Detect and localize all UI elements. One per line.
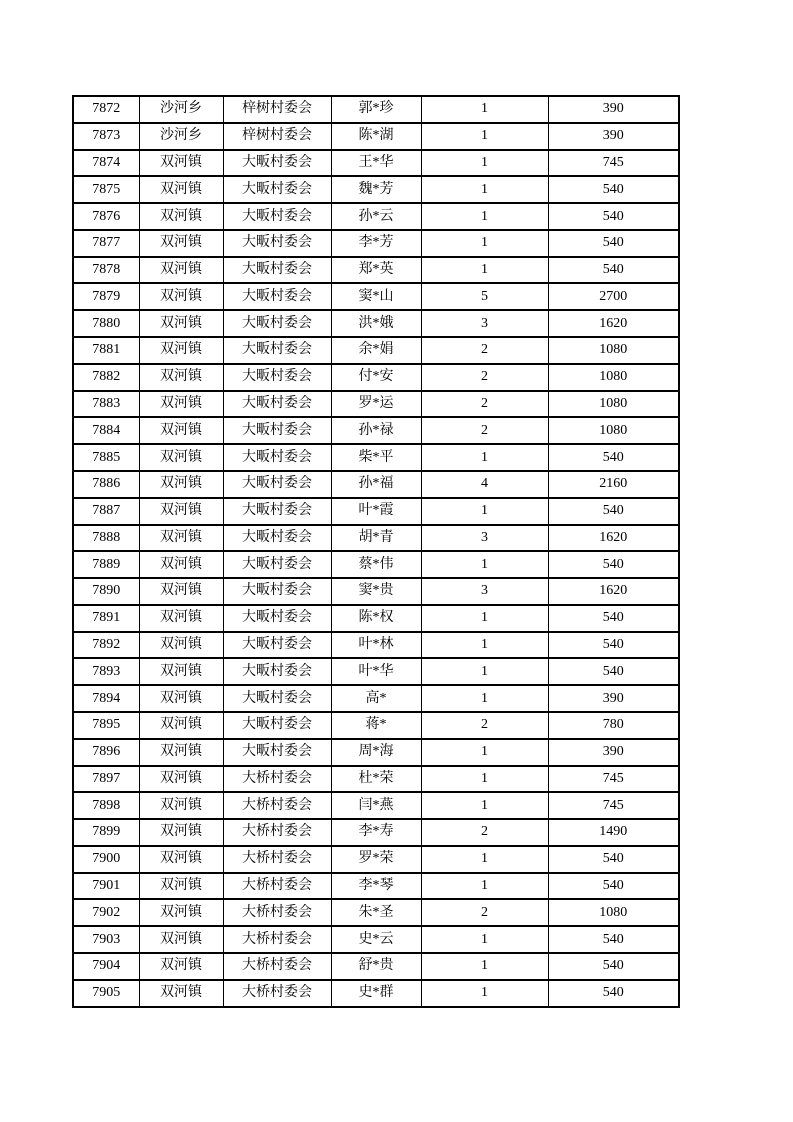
village-committee-cell: 大桥村委会 (223, 792, 331, 819)
amount-cell: 390 (548, 685, 679, 712)
person-name-cell: 叶*霞 (331, 498, 421, 525)
township-cell: 双河镇 (139, 685, 223, 712)
count-cell: 1 (421, 498, 548, 525)
amount-cell: 745 (548, 792, 679, 819)
serial-number-cell: 7887 (73, 498, 139, 525)
township-cell: 双河镇 (139, 846, 223, 873)
serial-number-cell: 7903 (73, 926, 139, 953)
table-row (73, 926, 679, 953)
amount-cell: 540 (548, 980, 679, 1007)
village-committee-cell: 梓树村委会 (223, 96, 331, 123)
person-name-cell: 窦*贵 (331, 578, 421, 605)
person-name-cell: 朱*圣 (331, 899, 421, 926)
count-cell: 2 (421, 391, 548, 418)
township-cell: 双河镇 (139, 819, 223, 846)
person-name-cell: 叶*林 (331, 632, 421, 659)
township-cell: 双河镇 (139, 578, 223, 605)
amount-cell: 2700 (548, 283, 679, 310)
table-row (73, 310, 679, 337)
table-row (73, 953, 679, 980)
village-committee-cell: 大桥村委会 (223, 980, 331, 1007)
amount-cell: 540 (548, 873, 679, 900)
village-committee-cell: 大畈村委会 (223, 391, 331, 418)
person-name-cell: 郭*珍 (331, 96, 421, 123)
person-name-cell: 柴*平 (331, 444, 421, 471)
serial-number-cell: 7898 (73, 792, 139, 819)
count-cell: 1 (421, 685, 548, 712)
township-cell: 双河镇 (139, 980, 223, 1007)
serial-number-cell: 7897 (73, 766, 139, 793)
person-name-cell: 李*芳 (331, 230, 421, 257)
serial-number-cell: 7901 (73, 873, 139, 900)
table-row (73, 685, 679, 712)
township-cell: 双河镇 (139, 766, 223, 793)
township-cell: 双河镇 (139, 632, 223, 659)
person-name-cell: 魏*芳 (331, 176, 421, 203)
township-cell: 双河镇 (139, 658, 223, 685)
amount-cell: 540 (548, 551, 679, 578)
count-cell: 1 (421, 926, 548, 953)
amount-cell: 540 (548, 203, 679, 230)
village-committee-cell: 大畈村委会 (223, 498, 331, 525)
person-name-cell: 陈*湖 (331, 123, 421, 150)
township-cell: 双河镇 (139, 364, 223, 391)
township-cell: 双河镇 (139, 230, 223, 257)
amount-cell: 1080 (548, 391, 679, 418)
count-cell: 1 (421, 766, 548, 793)
person-name-cell: 余*娟 (331, 337, 421, 364)
serial-number-cell: 7888 (73, 525, 139, 552)
table-row (73, 658, 679, 685)
village-committee-cell: 梓树村委会 (223, 123, 331, 150)
beneficiary-table (72, 95, 680, 1008)
table-row (73, 364, 679, 391)
table-row (73, 257, 679, 284)
township-cell: 双河镇 (139, 283, 223, 310)
table-row (73, 605, 679, 632)
amount-cell: 1080 (548, 364, 679, 391)
table-row (73, 230, 679, 257)
count-cell: 1 (421, 605, 548, 632)
serial-number-cell: 7882 (73, 364, 139, 391)
township-cell: 双河镇 (139, 792, 223, 819)
village-committee-cell: 大畈村委会 (223, 364, 331, 391)
amount-cell: 390 (548, 96, 679, 123)
amount-cell: 390 (548, 739, 679, 766)
village-committee-cell: 大畈村委会 (223, 712, 331, 739)
village-committee-cell: 大畈村委会 (223, 605, 331, 632)
person-name-cell: 陈*权 (331, 605, 421, 632)
township-cell: 双河镇 (139, 150, 223, 177)
village-committee-cell: 大畈村委会 (223, 632, 331, 659)
serial-number-cell: 7885 (73, 444, 139, 471)
amount-cell: 745 (548, 766, 679, 793)
serial-number-cell: 7892 (73, 632, 139, 659)
count-cell: 3 (421, 310, 548, 337)
count-cell: 1 (421, 257, 548, 284)
serial-number-cell: 7878 (73, 257, 139, 284)
amount-cell: 1080 (548, 417, 679, 444)
township-cell: 双河镇 (139, 551, 223, 578)
amount-cell: 540 (548, 444, 679, 471)
village-committee-cell: 大畈村委会 (223, 471, 331, 498)
serial-number-cell: 7894 (73, 685, 139, 712)
village-committee-cell: 大桥村委会 (223, 953, 331, 980)
table-row (73, 739, 679, 766)
count-cell: 1 (421, 953, 548, 980)
township-cell: 双河镇 (139, 310, 223, 337)
township-cell: 双河镇 (139, 712, 223, 739)
table-row (73, 525, 679, 552)
village-committee-cell: 大桥村委会 (223, 899, 331, 926)
amount-cell: 540 (548, 498, 679, 525)
township-cell: 双河镇 (139, 498, 223, 525)
table-row (73, 551, 679, 578)
amount-cell: 1080 (548, 337, 679, 364)
count-cell: 1 (421, 123, 548, 150)
count-cell: 1 (421, 632, 548, 659)
table-row (73, 471, 679, 498)
village-committee-cell: 大桥村委会 (223, 926, 331, 953)
person-name-cell: 孙*禄 (331, 417, 421, 444)
count-cell: 4 (421, 471, 548, 498)
township-cell: 双河镇 (139, 899, 223, 926)
count-cell: 1 (421, 980, 548, 1007)
table-row (73, 980, 679, 1007)
serial-number-cell: 7872 (73, 96, 139, 123)
serial-number-cell: 7875 (73, 176, 139, 203)
village-committee-cell: 大畈村委会 (223, 337, 331, 364)
person-name-cell: 杜*荣 (331, 766, 421, 793)
person-name-cell: 舒*贵 (331, 953, 421, 980)
serial-number-cell: 7879 (73, 283, 139, 310)
village-committee-cell: 大畈村委会 (223, 551, 331, 578)
table-row (73, 203, 679, 230)
serial-number-cell: 7876 (73, 203, 139, 230)
count-cell: 3 (421, 578, 548, 605)
village-committee-cell: 大畈村委会 (223, 444, 331, 471)
serial-number-cell: 7900 (73, 846, 139, 873)
count-cell: 1 (421, 551, 548, 578)
amount-cell: 1620 (548, 525, 679, 552)
township-cell: 沙河乡 (139, 123, 223, 150)
table-row (73, 391, 679, 418)
township-cell: 双河镇 (139, 605, 223, 632)
serial-number-cell: 7884 (73, 417, 139, 444)
table-row (73, 337, 679, 364)
table-row (73, 498, 679, 525)
count-cell: 2 (421, 712, 548, 739)
amount-cell: 540 (548, 230, 679, 257)
table-row (73, 846, 679, 873)
person-name-cell: 周*海 (331, 739, 421, 766)
person-name-cell: 郑*英 (331, 257, 421, 284)
count-cell: 1 (421, 176, 548, 203)
township-cell: 沙河乡 (139, 96, 223, 123)
serial-number-cell: 7896 (73, 739, 139, 766)
serial-number-cell: 7902 (73, 899, 139, 926)
person-name-cell: 蒋* (331, 712, 421, 739)
township-cell: 双河镇 (139, 391, 223, 418)
count-cell: 1 (421, 846, 548, 873)
person-name-cell: 窦*山 (331, 283, 421, 310)
serial-number-cell: 7886 (73, 471, 139, 498)
count-cell: 1 (421, 444, 548, 471)
person-name-cell: 史*群 (331, 980, 421, 1007)
table-row (73, 819, 679, 846)
village-committee-cell: 大畈村委会 (223, 257, 331, 284)
village-committee-cell: 大畈村委会 (223, 417, 331, 444)
person-name-cell: 李*寿 (331, 819, 421, 846)
township-cell: 双河镇 (139, 337, 223, 364)
count-cell: 1 (421, 873, 548, 900)
person-name-cell: 胡*青 (331, 525, 421, 552)
table-row (73, 176, 679, 203)
village-committee-cell: 大畈村委会 (223, 283, 331, 310)
serial-number-cell: 7899 (73, 819, 139, 846)
village-committee-cell: 大畈村委会 (223, 176, 331, 203)
person-name-cell: 孙*云 (331, 203, 421, 230)
count-cell: 2 (421, 417, 548, 444)
count-cell: 2 (421, 899, 548, 926)
amount-cell: 1080 (548, 899, 679, 926)
township-cell: 双河镇 (139, 444, 223, 471)
serial-number-cell: 7877 (73, 230, 139, 257)
person-name-cell: 蔡*伟 (331, 551, 421, 578)
count-cell: 2 (421, 337, 548, 364)
township-cell: 双河镇 (139, 873, 223, 900)
serial-number-cell: 7873 (73, 123, 139, 150)
township-cell: 双河镇 (139, 203, 223, 230)
table-row (73, 792, 679, 819)
person-name-cell: 王*华 (331, 150, 421, 177)
township-cell: 双河镇 (139, 953, 223, 980)
count-cell: 1 (421, 792, 548, 819)
amount-cell: 540 (548, 953, 679, 980)
amount-cell: 1620 (548, 310, 679, 337)
count-cell: 1 (421, 203, 548, 230)
serial-number-cell: 7874 (73, 150, 139, 177)
count-cell: 2 (421, 364, 548, 391)
village-committee-cell: 大畈村委会 (223, 310, 331, 337)
village-committee-cell: 大畈村委会 (223, 230, 331, 257)
township-cell: 双河镇 (139, 471, 223, 498)
amount-cell: 540 (548, 846, 679, 873)
table-row (73, 766, 679, 793)
village-committee-cell: 大畈村委会 (223, 658, 331, 685)
table-row (73, 578, 679, 605)
serial-number-cell: 7881 (73, 337, 139, 364)
serial-number-cell: 7895 (73, 712, 139, 739)
document-sheet (72, 95, 680, 1008)
count-cell: 1 (421, 739, 548, 766)
serial-number-cell: 7905 (73, 980, 139, 1007)
count-cell: 1 (421, 658, 548, 685)
village-committee-cell: 大桥村委会 (223, 819, 331, 846)
table-row (73, 712, 679, 739)
village-committee-cell: 大畈村委会 (223, 150, 331, 177)
count-cell: 1 (421, 96, 548, 123)
amount-cell: 540 (548, 658, 679, 685)
person-name-cell: 付*安 (331, 364, 421, 391)
village-committee-cell: 大畈村委会 (223, 685, 331, 712)
table-row (73, 632, 679, 659)
person-name-cell: 闫*燕 (331, 792, 421, 819)
table-row (73, 899, 679, 926)
beneficiary-table-body (73, 96, 679, 1007)
township-cell: 双河镇 (139, 176, 223, 203)
count-cell: 2 (421, 819, 548, 846)
township-cell: 双河镇 (139, 417, 223, 444)
township-cell: 双河镇 (139, 926, 223, 953)
serial-number-cell: 7893 (73, 658, 139, 685)
amount-cell: 745 (548, 150, 679, 177)
township-cell: 双河镇 (139, 739, 223, 766)
person-name-cell: 高* (331, 685, 421, 712)
amount-cell: 780 (548, 712, 679, 739)
count-cell: 1 (421, 150, 548, 177)
amount-cell: 540 (548, 926, 679, 953)
table-row (73, 150, 679, 177)
table-row (73, 123, 679, 150)
village-committee-cell: 大桥村委会 (223, 873, 331, 900)
person-name-cell: 罗*荣 (331, 846, 421, 873)
village-committee-cell: 大畈村委会 (223, 739, 331, 766)
amount-cell: 540 (548, 176, 679, 203)
table-row (73, 444, 679, 471)
table-row (73, 96, 679, 123)
village-committee-cell: 大桥村委会 (223, 846, 331, 873)
village-committee-cell: 大畈村委会 (223, 525, 331, 552)
amount-cell: 1490 (548, 819, 679, 846)
township-cell: 双河镇 (139, 525, 223, 552)
serial-number-cell: 7883 (73, 391, 139, 418)
amount-cell: 2160 (548, 471, 679, 498)
amount-cell: 540 (548, 632, 679, 659)
serial-number-cell: 7891 (73, 605, 139, 632)
amount-cell: 390 (548, 123, 679, 150)
table-row (73, 283, 679, 310)
count-cell: 5 (421, 283, 548, 310)
person-name-cell: 洪*娥 (331, 310, 421, 337)
village-committee-cell: 大桥村委会 (223, 766, 331, 793)
serial-number-cell: 7890 (73, 578, 139, 605)
count-cell: 3 (421, 525, 548, 552)
amount-cell: 540 (548, 605, 679, 632)
amount-cell: 540 (548, 257, 679, 284)
village-committee-cell: 大畈村委会 (223, 203, 331, 230)
serial-number-cell: 7889 (73, 551, 139, 578)
person-name-cell: 罗*运 (331, 391, 421, 418)
table-row (73, 873, 679, 900)
table-row (73, 417, 679, 444)
township-cell: 双河镇 (139, 257, 223, 284)
person-name-cell: 史*云 (331, 926, 421, 953)
amount-cell: 1620 (548, 578, 679, 605)
person-name-cell: 孙*福 (331, 471, 421, 498)
village-committee-cell: 大畈村委会 (223, 578, 331, 605)
count-cell: 1 (421, 230, 548, 257)
serial-number-cell: 7904 (73, 953, 139, 980)
person-name-cell: 叶*华 (331, 658, 421, 685)
person-name-cell: 李*琴 (331, 873, 421, 900)
serial-number-cell: 7880 (73, 310, 139, 337)
